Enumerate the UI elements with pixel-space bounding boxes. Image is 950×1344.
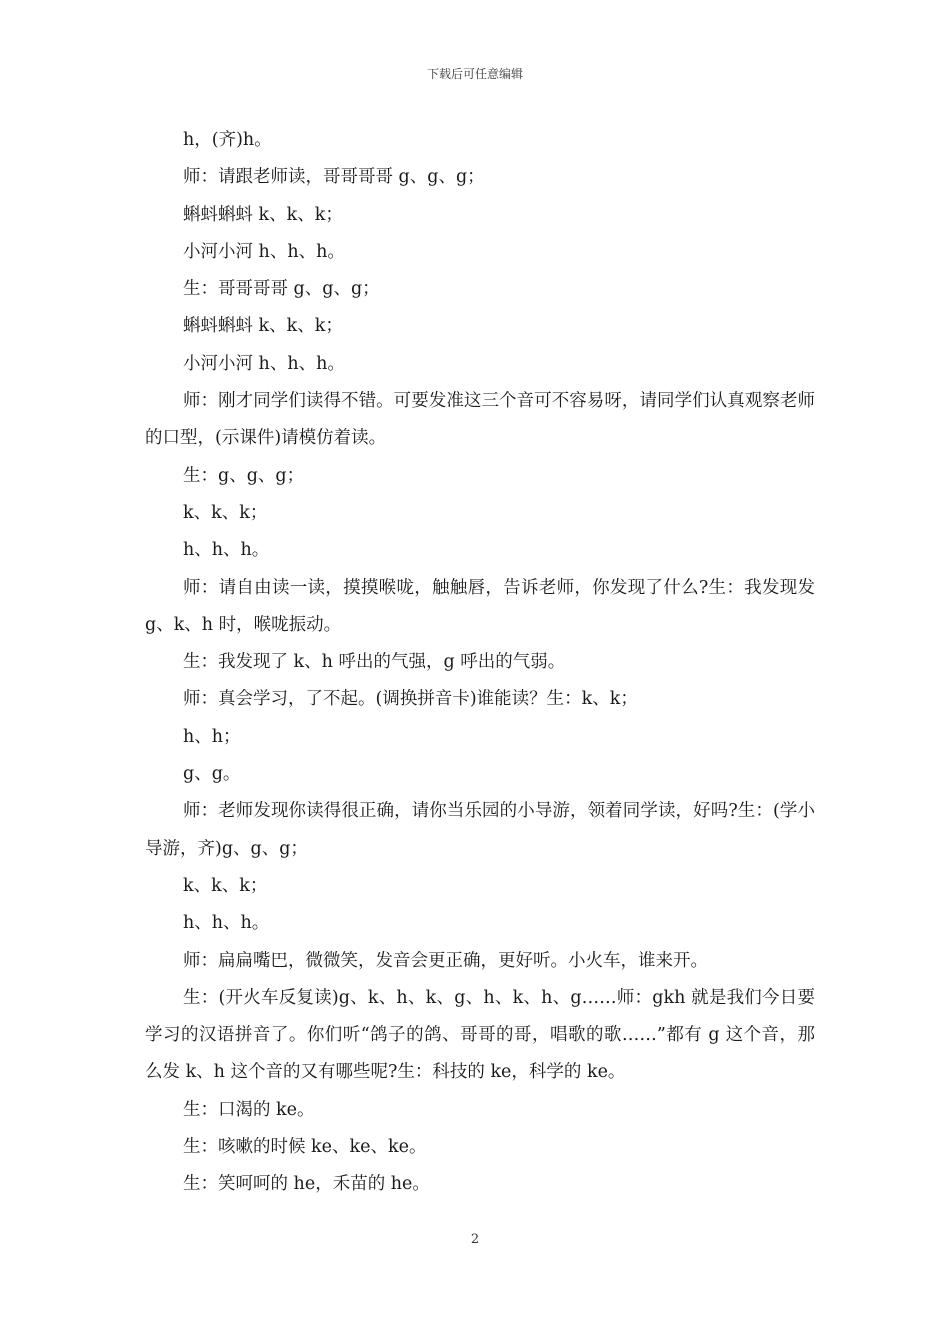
paragraph-24: 生：笑呵呵的 he，禾苗的 he。	[183, 1174, 430, 1195]
paragraph-2: 师：请跟老师读，哥哥哥哥 g、g、g；	[183, 167, 485, 188]
paragraph-15: h、h；	[183, 726, 241, 747]
paragraph-20: 师：扁扁嘴巴，微微笑，发音会更正确，更好听。小火车，谁来开。	[183, 950, 708, 971]
paragraph-12: 师：请自由读一读，摸摸喉咙，触触唇，告诉老师，你发现了什么?生：我发现发 g、k、h 时，喉咙振动。	[145, 577, 815, 635]
paragraph-14: 师：真会学习，了不起。(调换拼音卡)谁能读？生：k、k；	[183, 689, 638, 710]
paragraph-5: 生：哥哥哥哥 g、g、g；	[183, 279, 380, 300]
paragraph-19: h、h、h。	[183, 913, 270, 934]
paragraph-3: 蝌蚪蝌蚪 k、k、k；	[183, 204, 343, 225]
paragraph-21: 生：(开火车反复读)g、k、h、k、g、h、k、h、g……师：gkh 就是我们今日要学习的汉语拼音了。你们听“鸽子的鸽、哥哥的哥，唱歌的歌……”都有 g 这个音，那么发 k、h 这个音的又有哪些呢?生：科技的 ke，科学的 ke。	[145, 987, 815, 1083]
paragraph-8: 师：刚才同学们读得不错。可要发准这三个音可不容易呀，请同学们认真观察老师的口型，(示课件)请模仿着读。	[145, 391, 815, 449]
paragraph-1: h，(齐)h。	[183, 130, 272, 150]
paragraph-4: 小河小河 h、h、h。	[183, 241, 345, 262]
paragraph-23: 生：咳嗽的时候 ke、ke、ke。	[183, 1137, 427, 1158]
paragraph-13: 生：我发现了 k、h 呼出的气强，g 呼出的气弱。	[183, 652, 566, 673]
paragraph-22: 生：口渴的 ke。	[183, 1099, 315, 1120]
document-body	[145, 122, 815, 1204]
paragraph-9: 生：g、g、g；	[183, 465, 305, 486]
paragraph-11: h、h、h。	[183, 540, 270, 561]
page-header-note: 下载后可任意编辑	[426, 67, 523, 81]
page-number: 2	[470, 1232, 480, 1247]
paragraph-16: g、g。	[183, 764, 241, 785]
paragraph-7: 小河小河 h、h、h。	[183, 353, 345, 374]
paragraph-10: k、k、k；	[183, 502, 268, 523]
paragraph-17: 师：老师发现你读得很正确，请你当乐园的小导游，领着同学读，好吗?生：(学小导游，齐)g、g、g；	[145, 801, 815, 859]
paragraph-6: 蝌蚪蝌蚪 k、k、k；	[183, 316, 343, 337]
paragraph-18: k、k、k；	[183, 875, 268, 896]
